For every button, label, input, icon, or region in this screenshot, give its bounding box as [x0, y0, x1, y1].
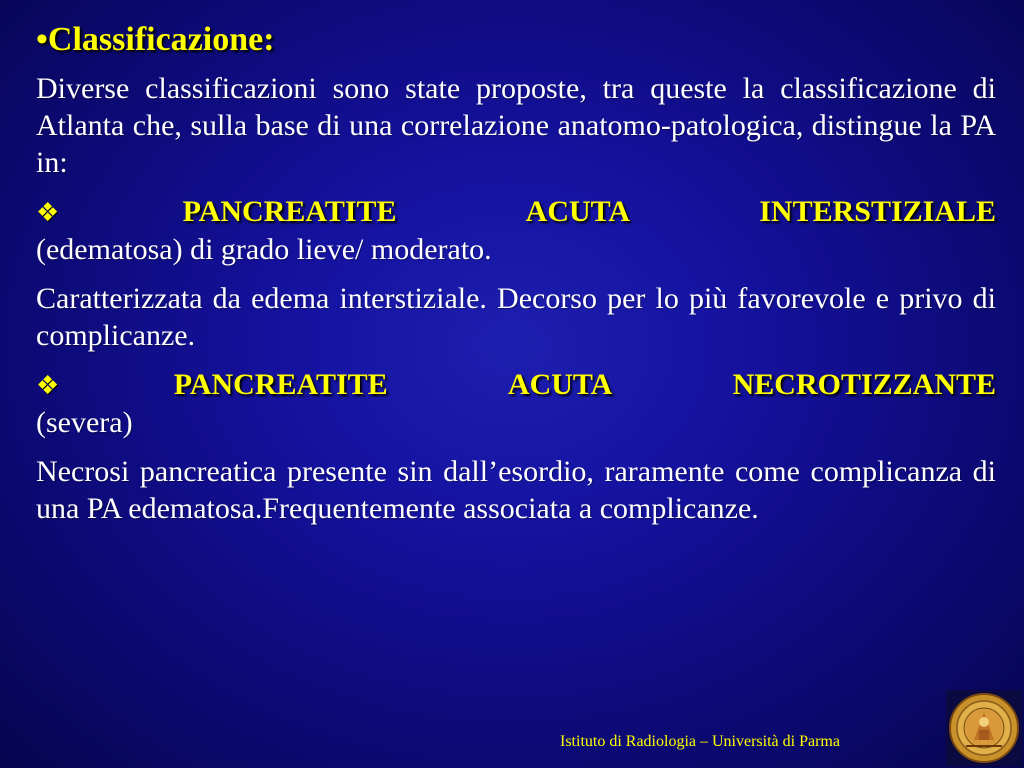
slide-content: [36, 18, 996, 708]
item-interstitial: [36, 193, 996, 268]
diamond-bullet-icon: ❖: [36, 198, 183, 227]
university-seal-icon: [946, 690, 1022, 766]
item-interstitial-title: PANCREATITE ACUTA INTERSTIZIALE: [182, 195, 996, 228]
footer-institution: Istituto di Radiologia – Università di Parma: [560, 733, 840, 750]
item-interstitial-title-line: [36, 193, 996, 231]
slide-heading: [36, 18, 996, 62]
item-necrotizing-description: Necrosi pancreatica presente sin dall’esordio, raramente come complicanza di una PA edematosa.Frequentemente associata a complicanze.: [36, 455, 996, 525]
item-necrotizing-subtitle: (severa): [36, 406, 133, 439]
heading-text: Classificazione:: [47, 21, 275, 58]
item-necrotizing-title: PANCREATITE ACUTA NECROTIZZANTE: [173, 368, 997, 401]
item-necrotizing-title-line: [36, 366, 996, 404]
item-interstitial-description: Caratterizzata da edema interstiziale. Decorso per lo più favorevole e privo di complicanze.: [36, 282, 996, 352]
item-necrotizing: [36, 366, 996, 441]
item-interstitial-subtitle: (edematosa) di grado lieve/ moderato.: [36, 233, 492, 266]
diamond-bullet-icon: ❖: [36, 371, 174, 400]
intro-paragraph: Diverse classificazioni sono state proposte, tra queste la classificazione di Atlanta che, sulla base di una correlazione anatomo-patologica, distingue la PA in:: [36, 72, 996, 179]
heading-bullet: •: [36, 21, 48, 58]
